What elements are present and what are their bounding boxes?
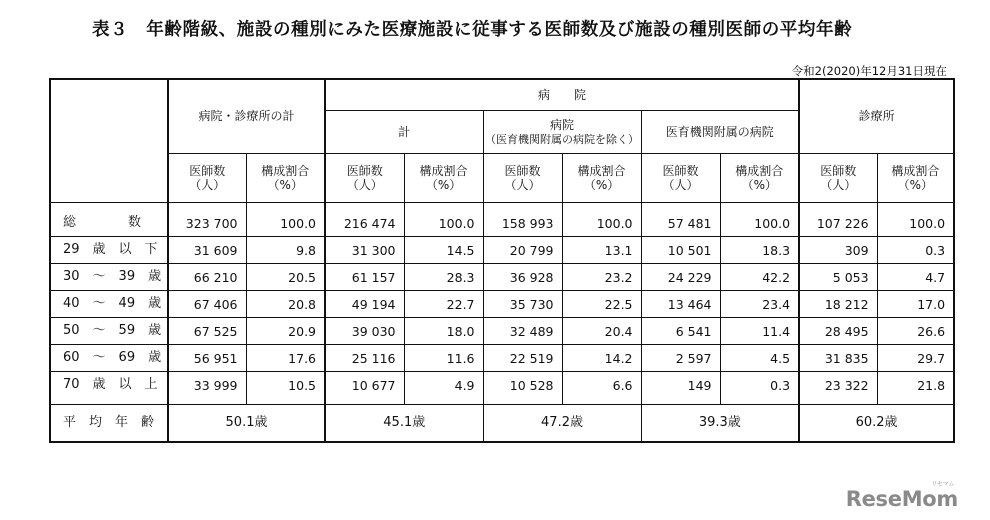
header-hospital-univ: 医育機関附属の病院 (641, 111, 799, 154)
table-row: 50 ～ 59 歳 67 525 20.9 39 030 18.0 32 489 20.4 6 541 11.4 28 495 26.6 (50, 318, 954, 345)
row-label: 60 ～ 69 歳 (50, 345, 168, 372)
page-title: 表３ 年齢階級、施設の種別にみた医療施設に従事する医師数及び施設の種別医師の平均年齢 (92, 20, 853, 40)
average-age-row (50, 405, 954, 443)
corner-cell (50, 79, 168, 203)
average-age-value: 39.3歳 (641, 405, 799, 443)
header-hospital-excl: 病院 （医育機関附属の病院を除く） (483, 111, 641, 154)
physician-table (49, 78, 955, 443)
col-count: 医師数 （人） (483, 154, 562, 203)
col-ratio: 構成割合 （%） (877, 154, 954, 203)
header-hospital: 病 院 (325, 79, 799, 111)
col-ratio: 構成割合 （%） (404, 154, 483, 203)
date-note: 令和2(2020)年12月31日現在 (791, 64, 947, 78)
col-count: 医師数 （人） (641, 154, 720, 203)
col-ratio: 構成割合 （%） (720, 154, 799, 203)
average-age-value: 47.2歳 (483, 405, 641, 443)
row-label: 30 ～ 39 歳 (50, 264, 168, 291)
row-label: 40 ～ 49 歳 (50, 291, 168, 318)
header-clinic: 診療所 (799, 79, 954, 154)
table-row: 29 歳 以 下 31 609 9.8 31 300 14.5 20 799 13.1 10 501 18.3 309 0.3 (50, 237, 954, 264)
header-hospital-total: 計 (325, 111, 483, 154)
row-label: 70 歳 以 上 (50, 372, 168, 405)
average-age-label: 平 均 年 齢 (50, 405, 168, 443)
col-ratio: 構成割合 （%） (246, 154, 325, 203)
average-age-value: 60.2歳 (799, 405, 954, 443)
col-count: 医師数 （人） (168, 154, 246, 203)
table-row: 70 歳 以 上 33 999 10.5 10 677 4.9 10 528 6.6 149 0.3 23 322 21.8 (50, 372, 954, 405)
resemom-logo: ReseMom リセマム (845, 481, 958, 511)
col-count: 医師数 （人） (325, 154, 404, 203)
row-label: 29 歳 以 下 (50, 237, 168, 264)
col-count: 医師数 （人） (799, 154, 877, 203)
row-label: 50 ～ 59 歳 (50, 318, 168, 345)
average-age-value: 50.1歳 (168, 405, 325, 443)
table-row: 40 ～ 49 歳 67 406 20.8 49 194 22.7 35 730 22.5 13 464 23.4 18 212 17.0 (50, 291, 954, 318)
col-ratio: 構成割合 （%） (562, 154, 641, 203)
row-label: 総 数 (50, 203, 168, 237)
table-row: 総 数 323 700 100.0 216 474 100.0 158 993 100.0 57 481 100.0 107 226 100.0 (50, 203, 954, 237)
header-total: 病院・診療所の計 (168, 79, 325, 154)
table-row: 60 ～ 69 歳 56 951 17.6 25 116 11.6 22 519 14.2 2 597 4.5 31 835 29.7 (50, 345, 954, 372)
average-age-value: 45.1歳 (325, 405, 483, 443)
table-row: 30 ～ 39 歳 66 210 20.5 61 157 28.3 36 928 23.2 24 229 42.2 5 053 4.7 (50, 264, 954, 291)
